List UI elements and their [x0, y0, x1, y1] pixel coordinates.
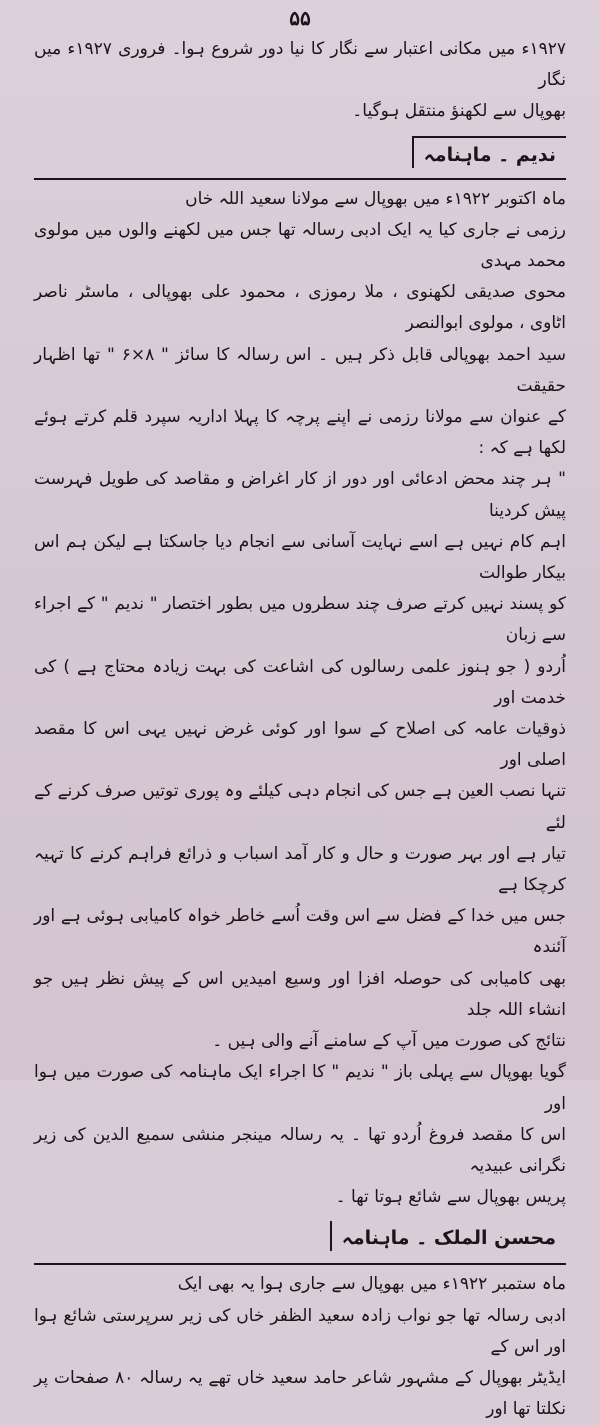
intro-paragraph	[34, 34, 566, 128]
heading-underline	[34, 178, 566, 180]
text-line: ماہ اکتوبر ۱۹۲۲ء میں بھوپال سے مولانا سعید اللہ خاں	[185, 188, 566, 209]
text-line: اہم کام نہیں ہے اسے نہایت آسانی سے انجام دیا جاسکتا ہے لیکن ہم اس بیکار طوالت	[34, 531, 566, 584]
text-line: اس کا مقصد فروغ اُردو تھا ۔ یہ رسالہ مینجر منشی سمیع الدین کی زیر نگرانی عبیدیہ	[34, 1124, 566, 1176]
text-line: تنہا نصب العین ہے جس کی انجام دہی کیلئے وہ پوری توتیں صرف کرنے کے لئے	[34, 781, 566, 833]
text-line: ماہ ستمبر ۱۹۲۲ء میں بھوپال سے جاری ہوا یہ بھی ایک	[177, 1274, 566, 1295]
text-line: کو پسند نہیں کرتے صرف چند سطروں میں بطور اختصار " ندیم " کے اجراء سے زبان	[34, 594, 566, 646]
heading-label: محسن الملک ۔ ماہنامہ	[330, 1221, 566, 1251]
text-line: جس میں خدا کے فضل سے اس وقت اُسے خاطر خواہ کامیابی ہوئی ہے اور آئندہ	[34, 906, 566, 958]
text-line: " ہر چند محض ادعائی اور دور از کار اغراض و مقاصد کی طویل فہرست پیش کردینا	[34, 469, 566, 521]
text-line: بھوپال سے لکھنؤ منتقل ہوگیا۔	[352, 101, 566, 122]
text-line: ایڈیٹر بھوپال کے مشہور شاعر حامد سعید خاں تھے یہ رسالہ ۸۰ صفحات پر نکلتا تھا اور	[34, 1367, 566, 1420]
text-line: ادبی رسالہ تھا جو نواب زادہ سعید الظفر خاں کی زیر سرپرستی شائع ہوا اور اس کے	[34, 1305, 566, 1357]
text-line: اُردو ( جو ہنوز علمی رسالوں کی اشاعت کی بہت زیادہ محتاج ہے ) کی خدمت اور	[34, 656, 566, 708]
text-line: تیار ہے اور بہر صورت و حال و کار آمد اسباب و ذرائع فراہم کرنے کا تہیہ کرچکا ہے	[34, 843, 566, 896]
text-line: ۱۹۲۷ء میں مکانی اعتبار سے نگار کا نیا دور شروع ہوا۔ فروری ۱۹۲۷ء میں نگار	[34, 39, 566, 91]
text-line: نتائج کی صورت میں آپ کے سامنے آنے والی ہیں ۔	[212, 1031, 566, 1052]
page-number: ۵۵	[289, 6, 311, 30]
section-heading-mohsin-ul-mulk	[34, 1221, 566, 1265]
nadeem-body	[34, 184, 566, 1214]
text-line: رزمی نے جاری کیا یہ ایک ادبی رسالہ تھا جس میں لکھنے والوں میں مولوی محمد مہدی	[34, 219, 566, 272]
heading-underline	[34, 1263, 566, 1265]
heading-label: ندیم ۔ ماہنامہ	[412, 136, 566, 168]
mohsin-ul-mulk-body	[34, 1269, 566, 1425]
text-line: کے عنوان سے مولانا رزمی نے اپنے پرچہ کا پہلا اداریہ سپرد قلم کرتے ہوئے لکھا ہے کہ :	[34, 407, 566, 459]
text-line: گویا بھوپال سے پہلی باز " ندیم " کا اجراء ایک ماہنامہ کی صورت میں ہوا اور	[34, 1062, 566, 1114]
text-line: پریس بھوپال سے شائع ہوتا تھا ۔	[335, 1187, 566, 1208]
text-line: بھی کامیابی کی حوصلہ افزا اور وسیع امیدیں اس کے پیش نظر ہیں جو انشاء اللہ جلد	[34, 968, 566, 1020]
text-line: محوی صدیقی لکھنوی ، ملا رموزی ، محمود علی بھوپالی ، ماسٹر ناصر اٹاوی ، مولوی ابوالنصر	[34, 282, 566, 334]
text-line: سید احمد بھوپالی قابل ذکر ہیں ۔ اس رسالہ کا سائز " ۸×۶ " تھا اظہار حقیقت	[34, 344, 566, 396]
section-heading-nadeem	[34, 136, 566, 180]
text-line: ذوقیات عامہ کی اصلاح کے سوا اور کوئی غرض نہیں یہی اس کا مقصد اصلی اور	[34, 719, 566, 771]
